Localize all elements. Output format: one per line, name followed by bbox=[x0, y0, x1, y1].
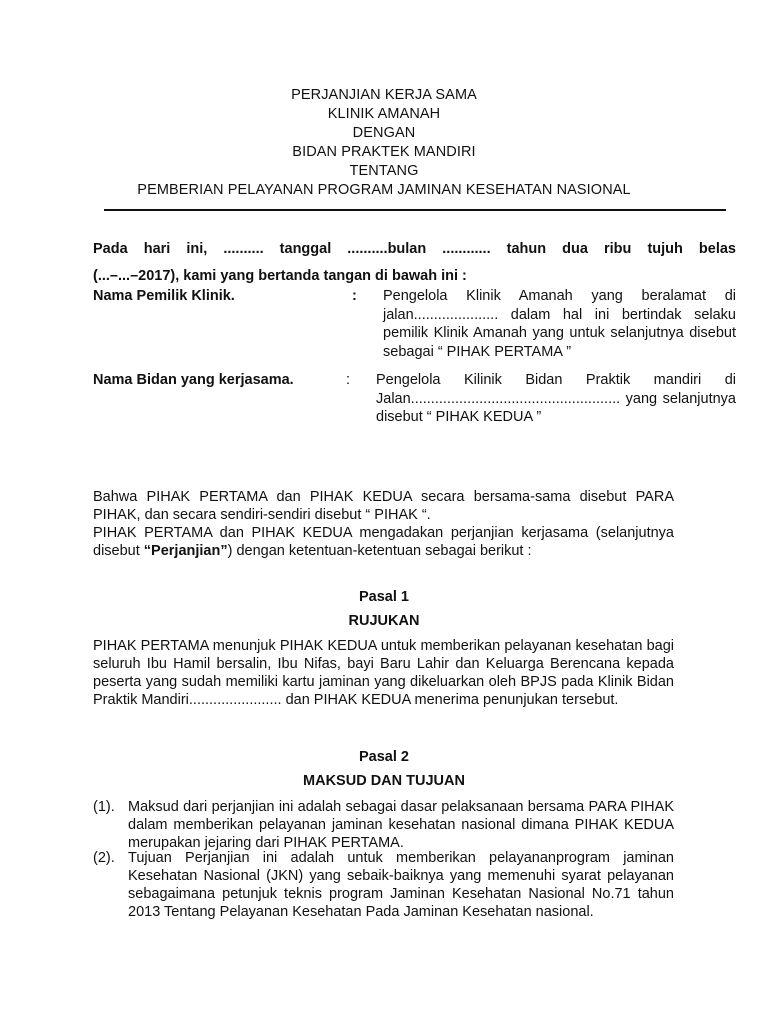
title-line: BIDAN PRAKTEK MANDIRI bbox=[292, 144, 476, 160]
intro-line-1: Pada hari ini, .......... tanggal ..........bulan ............ tahun dua ribu tujuh belas bbox=[93, 241, 736, 257]
document-title bbox=[0, 86, 768, 200]
party-first-colon: : bbox=[352, 288, 357, 304]
recital-paragraph bbox=[93, 488, 674, 560]
title-divider bbox=[104, 209, 726, 211]
party-second bbox=[93, 371, 736, 431]
list-item-number: (2). bbox=[93, 850, 115, 866]
pasal-2-number: Pasal 2 bbox=[359, 749, 409, 765]
recital-text-1: Bahwa PIHAK PERTAMA dan PIHAK KEDUA secara bersama-sama disebut PARA PIHAK, dan secara sendiri-sendiri disebut “ PIHAK “. bbox=[93, 489, 674, 523]
title-line: DENGAN bbox=[352, 125, 416, 141]
title-line: PEMBERIAN PELAYANAN PROGRAM JAMINAN KESEHATAN NASIONAL bbox=[137, 182, 631, 198]
list-item-text: Tujuan Perjanjian ini adalah untuk memberikan pelayananprogram jaminan Kesehatan Nasional (JKN) yang sebaik-baiknya yang memenuhi syarat pelayanan sebagaimana petunjuk teknis program Jaminan Kesehatan Nasional No.71 tahun 2013 Tentang Pelayanan Kesehatan Pada Jaminan Kesehatan nasional. bbox=[128, 850, 674, 920]
party-first-value: Pengelola Klinik Amanah yang beralamat di jalan..................... dalam hal ini bertindak selaku pemilik Klinik Amanah yang untuk selanjutnya disebut sebagai “ PIHAK PERTAMA ” bbox=[383, 288, 736, 360]
pasal-1-text: PIHAK PERTAMA menunjuk PIHAK KEDUA untuk memberikan pelayanan kesehatan bagi seluruh Ibu Hamil bersalin, Ibu Nifas, bayi Baru Lahir dan Keluarga Berencana kepada peserta yang sudah memiliki kartu jaminan yang dikeluarkan oleh BPJS pada Klinik Bidan Praktik Mandiri....................... dan PIHAK KEDUA menerima penunjukan tersebut. bbox=[93, 638, 674, 708]
title-line: KLINIK AMANAH bbox=[327, 106, 441, 122]
party-second-label: Nama Bidan yang kerjasama. bbox=[93, 372, 294, 388]
intro-line-2: (...–...–2017), kami yang bertanda tangan di bawah ini : bbox=[93, 268, 467, 284]
party-first bbox=[93, 287, 736, 363]
pasal-1-number: Pasal 1 bbox=[359, 589, 409, 605]
intro-paragraph bbox=[93, 236, 736, 290]
pasal-1-title: RUJUKAN bbox=[348, 613, 420, 629]
pasal-2-title: MAKSUD DAN TUJUAN bbox=[303, 773, 465, 789]
recital-text-2-start: PIHAK PERTAMA dan PIHAK KEDUA mengadakan perjanjian kerjasama (selanjutnya disebut bbox=[93, 525, 674, 559]
recital-text-2 bbox=[93, 524, 674, 560]
party-first-label: Nama Pemilik Klinik. bbox=[93, 288, 235, 304]
party-second-value: Pengelola Kilinik Bidan Praktik mandiri di Jalan.................................................... yang selanjutnya disebut “ PIHAK KEDUA ” bbox=[376, 372, 736, 425]
title-line: TENTANG bbox=[349, 163, 419, 179]
list-item-number: (1). bbox=[93, 799, 115, 815]
list-item-text: Maksud dari perjanjian ini adalah sebagai dasar pelaksanaan bersama PARA PIHAK dalam memberikan pelayanan jaminan kesehatan nasional dimana PIHAK KEDUA merupakan jejaring dari PIHAK PERTAMA. bbox=[128, 799, 674, 851]
recital-text-2-end: ) dengan ketentuan-ketentuan sebagai berikut : bbox=[227, 543, 532, 559]
agreement-term: “Perjanjian” bbox=[143, 543, 228, 559]
party-second-colon: : bbox=[346, 372, 351, 388]
title-line: PERJANJIAN KERJA SAMA bbox=[291, 87, 477, 103]
